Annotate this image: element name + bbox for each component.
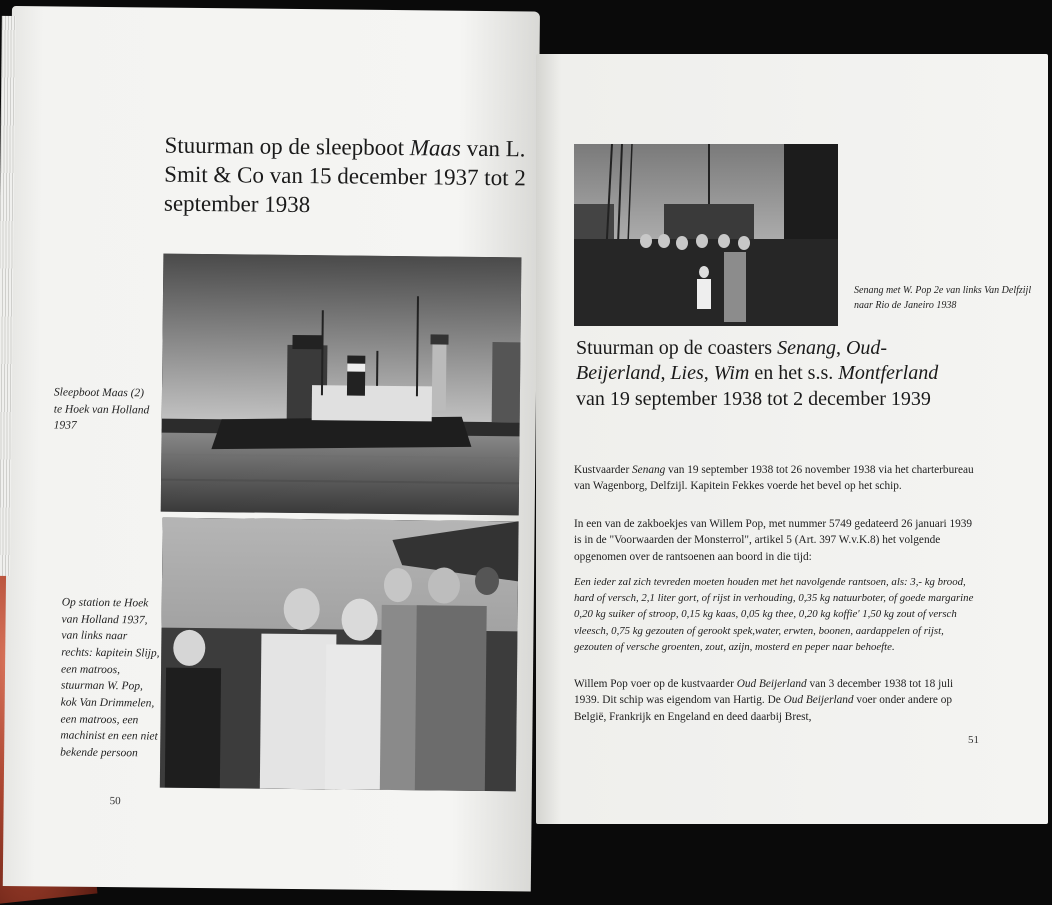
crew-group-photo xyxy=(160,518,519,792)
left-page-number: 50 xyxy=(110,795,121,807)
right-page-heading: Stuurman op de coasters Senang, Oud-Beijerland, Lies, Wim en het s.s. Montferland van 19 september 1938 tot 2 december 1939 xyxy=(576,336,966,412)
senang-paragraph: Kustvaarder Senang van 19 september 1938 tot 26 november 1938 via het charterbureau van Wagenborg, Delfzijl. Kapitein Fekkes voerde het bevel op het schip. xyxy=(574,462,974,495)
zakboekje-paragraph: In een van de zakboekjes van Willem Pop, met nummer 5749 gedateerd 26 januari 1939 is in de "Voorwaarden der Monsterrol", artikel 5 (Art. 397 W.v.K.8) het volgende opgenomen over de rantsoenen aan boord in die tijd: xyxy=(574,516,974,565)
left-page xyxy=(3,6,540,891)
left-page-heading: Stuurman op de sleepboot Maas van L. Smit & Co van 15 december 1937 tot 2 september 1938 xyxy=(164,132,535,222)
rantsoen-quote: Een ieder zal zich tevreden moeten houden met het navolgende rantsoen, als: 3,- kg brood, hard of versch, 2,1 liter gort, of rijst in verhouding, 0,35 kg natuurboter, of goede margarine 0,20 kg suiker of stroop, 0,15 kg kaas, 0,05 kg thee, 0,20 kg koffie' 1,50 kg zout of versch vleesch, 0,75 kg gezouten of gerookt spek,water, erwten, boonen, aardappelen of rijst, gezouten of versche groenten, zout, azijn, mosterd en peper naar behoefte. xyxy=(574,574,974,655)
tugboat-photo xyxy=(161,254,522,516)
senang-crew-photo xyxy=(574,144,838,326)
senang-photo-caption: Senang met W. Pop 2e van links Van Delfzijl naar Rio de Janeiro 1938 xyxy=(854,284,1034,313)
tugboat-photo-caption: Sleepboot Maas (2) te Hoek van Holland 1937 xyxy=(54,384,155,435)
right-page-number: 51 xyxy=(968,734,979,746)
crew-photo-caption: Op station te Hoek van Holland 1937, van links naar rechts: kapitein Slijp, een matroos, stuurman W. Pop, kok Van Drimmelen, een matroos, een machinist en een niet bekende persoon xyxy=(60,595,162,763)
right-page xyxy=(536,54,1048,824)
oud-beijerland-paragraph: Willem Pop voer op de kustvaarder Oud Beijerland van 3 december 1938 tot 18 juli 1939. Dit schip was eigendom van Hartig. De Oud Beijerland voer onder andere op België, Frankrijk en Engeland en deed daarbij Brest, xyxy=(574,676,974,725)
